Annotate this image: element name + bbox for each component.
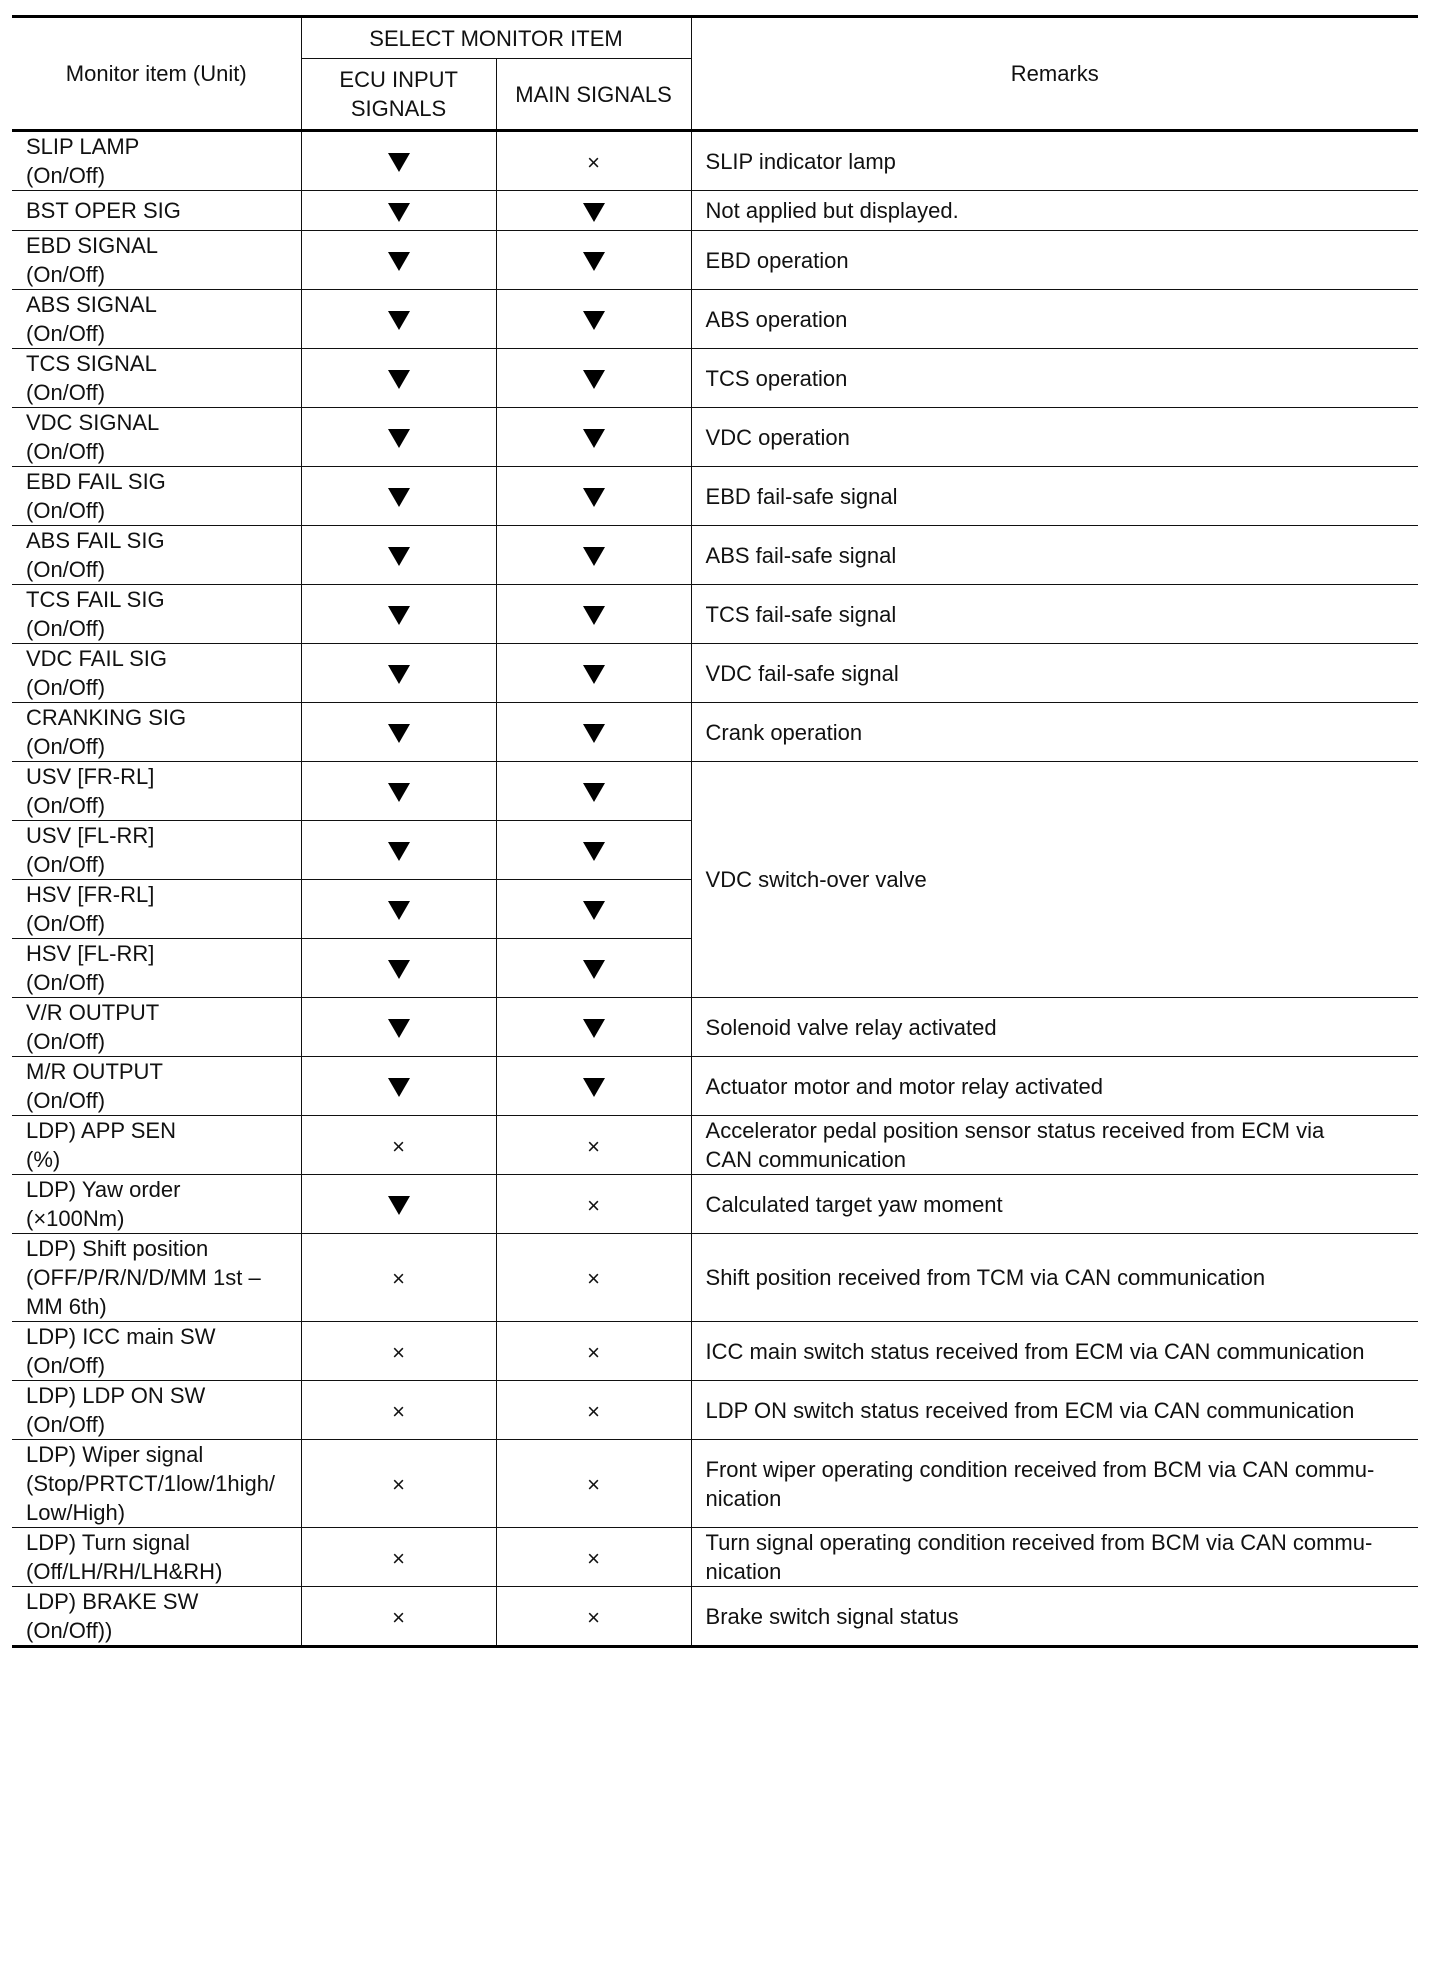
ecu-input-signals-cell — [301, 939, 496, 998]
ecu-input-signals-cell — [301, 1381, 496, 1440]
ecu-input-signals-cell — [301, 644, 496, 703]
table-row — [12, 585, 1418, 644]
monitor-item-line: (On/Off) — [26, 1412, 106, 1437]
table-row — [12, 1175, 1418, 1234]
remarks-line: ICC main switch status received from ECM via CAN communication — [705, 1338, 1365, 1364]
triangle-down-icon — [388, 203, 410, 222]
monitor-item-line: (On/Off) — [26, 498, 106, 523]
monitor-item-line: VDC SIGNAL — [26, 410, 160, 435]
monitor-item-line: (On/Off) — [26, 557, 106, 582]
remarks-line: VDC switch-over valve — [705, 867, 927, 892]
main-signals-cell — [496, 1322, 691, 1381]
remarks-cell — [691, 1528, 1418, 1587]
table-row — [12, 1381, 1418, 1440]
monitor-item-cell — [12, 1322, 301, 1381]
remarks-line: ABS fail-safe signal — [705, 542, 897, 568]
monitor-item-line: (Stop/PRTCT/1low/1high/ — [26, 1471, 276, 1496]
table-body — [12, 131, 1418, 1647]
remarks-line: TCS operation — [705, 365, 848, 391]
monitor-item-cell — [12, 998, 301, 1057]
triangle-down-icon — [388, 429, 410, 448]
ecu-input-signals-cell — [301, 821, 496, 880]
table-row — [12, 1116, 1418, 1175]
monitor-item-cell — [12, 1116, 301, 1175]
main-signals-cell — [496, 1587, 691, 1647]
table-row — [12, 1440, 1418, 1528]
triangle-down-icon — [388, 724, 410, 743]
main-signals-cell — [496, 939, 691, 998]
remarks-cell — [691, 585, 1418, 644]
remarks-cell — [691, 526, 1418, 585]
main-signals-cell — [496, 408, 691, 467]
monitor-item-cell — [12, 290, 301, 349]
table-row — [12, 191, 1418, 231]
monitor-item-line: ABS FAIL SIG — [26, 528, 165, 553]
main-signals-cell — [496, 644, 691, 703]
triangle-down-icon — [583, 960, 605, 979]
triangle-down-icon — [583, 783, 605, 802]
monitor-item-line: (On/Off) — [26, 1088, 106, 1113]
triangle-down-icon — [388, 1019, 410, 1038]
monitor-item-cell — [12, 467, 301, 526]
ecu-input-signals-cell — [301, 349, 496, 408]
ecu-input-signals-cell — [301, 585, 496, 644]
triangle-down-icon — [388, 783, 410, 802]
triangle-down-icon — [388, 960, 410, 979]
main-signals-cell — [496, 1234, 691, 1322]
monitor-item-line: (Off/LH/RH/LH&RH) — [26, 1559, 223, 1584]
monitor-item-cell — [12, 703, 301, 762]
table-row — [12, 349, 1418, 408]
main-signals-cell — [496, 526, 691, 585]
remarks-line: nication — [705, 1559, 782, 1584]
monitor-item-line: LDP) Shift position — [26, 1236, 209, 1261]
table-header — [12, 17, 1418, 131]
monitor-item-line: V/R OUTPUT — [26, 1000, 160, 1025]
monitor-item-table — [12, 15, 1418, 1648]
triangle-down-icon — [388, 665, 410, 684]
monitor-item-cell — [12, 1587, 301, 1647]
remarks-cell — [691, 1322, 1418, 1381]
remarks-cell — [691, 1057, 1418, 1116]
remarks-cell — [691, 998, 1418, 1057]
header-select-monitor-item: SELECT MONITOR ITEM — [301, 17, 691, 59]
main-signals-cell — [496, 1057, 691, 1116]
triangle-down-icon — [388, 1196, 410, 1215]
monitor-item-line: (On/Off) — [26, 970, 106, 995]
triangle-down-icon — [583, 842, 605, 861]
monitor-item-line: (On/Off) — [26, 911, 106, 936]
remarks-cell — [691, 1175, 1418, 1234]
cross-mark: × — [587, 1545, 600, 1571]
triangle-down-icon — [583, 724, 605, 743]
triangle-down-icon — [583, 429, 605, 448]
monitor-item-line: SLIP LAMP — [26, 134, 140, 159]
remarks-cell — [691, 290, 1418, 349]
ecu-input-signals-cell — [301, 762, 496, 821]
ecu-input-signals-cell — [301, 703, 496, 762]
monitor-item-cell — [12, 526, 301, 585]
monitor-item-cell — [12, 1057, 301, 1116]
main-signals-cell — [496, 1175, 691, 1234]
monitor-item-line: (On/Off) — [26, 734, 106, 759]
triangle-down-icon — [583, 203, 605, 222]
main-signals-cell — [496, 585, 691, 644]
ecu-input-signals-cell — [301, 1116, 496, 1175]
monitor-item-line: M/R OUTPUT — [26, 1059, 163, 1084]
monitor-item-cell — [12, 191, 301, 231]
main-signals-cell — [496, 231, 691, 290]
table-row — [12, 290, 1418, 349]
triangle-down-icon — [388, 547, 410, 566]
main-signals-cell — [496, 349, 691, 408]
table-row — [12, 467, 1418, 526]
table-row — [12, 131, 1418, 191]
remarks-line: Not applied but displayed. — [705, 198, 959, 223]
table-row — [12, 1234, 1418, 1322]
cross-mark: × — [587, 1266, 600, 1292]
remarks-cell — [691, 703, 1418, 762]
remarks-cell — [691, 408, 1418, 467]
monitor-item-cell — [12, 349, 301, 408]
remarks-line: ABS operation — [705, 306, 848, 332]
main-signals-cell — [496, 880, 691, 939]
header-remarks: Remarks — [691, 17, 1418, 131]
ecu-input-signals-cell — [301, 290, 496, 349]
monitor-item-line: (On/Off) — [26, 1353, 106, 1378]
monitor-item-line: LDP) ICC main SW — [26, 1324, 216, 1349]
cross-mark: × — [392, 1398, 405, 1424]
monitor-item-line: (On/Off)) — [26, 1618, 113, 1643]
triangle-down-icon — [388, 153, 410, 172]
monitor-item-line: (On/Off) — [26, 616, 106, 641]
remarks-line: Shift position received from TCM via CAN communication — [705, 1265, 1266, 1290]
main-signals-cell — [496, 1440, 691, 1528]
cross-mark: × — [392, 1604, 405, 1630]
monitor-item-line: (On/Off) — [26, 439, 106, 464]
main-signals-cell — [496, 1381, 691, 1440]
cross-mark: × — [587, 1398, 600, 1424]
remarks-line: TCS fail-safe signal — [705, 601, 897, 627]
monitor-item-line: BST OPER SIG — [26, 198, 181, 223]
monitor-item-line: USV [FR-RL] — [26, 764, 155, 789]
main-signals-cell — [496, 290, 691, 349]
monitor-item-cell — [12, 1528, 301, 1587]
remarks-line: EBD operation — [705, 247, 849, 273]
main-signals-cell — [496, 821, 691, 880]
cross-mark: × — [587, 1339, 600, 1365]
monitor-item-line: (OFF/P/R/N/D/MM 1st – — [26, 1265, 261, 1290]
monitor-item-line: (On/Off) — [26, 262, 106, 287]
remarks-cell — [691, 467, 1418, 526]
main-signals-cell — [496, 998, 691, 1057]
monitor-item-cell — [12, 880, 301, 939]
monitor-item-line: (On/Off) — [26, 675, 106, 700]
cross-mark: × — [587, 1604, 600, 1630]
monitor-item-line: EBD SIGNAL — [26, 233, 159, 258]
cross-mark: × — [392, 1339, 405, 1365]
triangle-down-icon — [388, 488, 410, 507]
remarks-cell — [691, 1381, 1418, 1440]
cross-mark: × — [392, 1545, 405, 1571]
monitor-item-line: TCS SIGNAL — [26, 351, 157, 376]
cross-mark: × — [392, 1472, 405, 1498]
triangle-down-icon — [388, 252, 410, 271]
monitor-item-line: USV [FL-RR] — [26, 823, 155, 848]
remarks-cell — [691, 131, 1418, 191]
monitor-item-line: (On/Off) — [26, 380, 106, 405]
cross-mark: × — [587, 1472, 600, 1498]
ecu-input-signals-cell — [301, 231, 496, 290]
monitor-item-cell — [12, 231, 301, 290]
triangle-down-icon — [583, 901, 605, 920]
monitor-item-line: (On/Off) — [26, 793, 106, 818]
main-signals-cell — [496, 131, 691, 191]
remarks-line: Crank operation — [705, 719, 863, 745]
remarks-cell — [691, 1587, 1418, 1647]
main-signals-cell — [496, 703, 691, 762]
remarks-line: Accelerator pedal position sensor status received from ECM via — [705, 1118, 1325, 1143]
monitor-item-line: LDP) LDP ON SW — [26, 1383, 206, 1408]
triangle-down-icon — [583, 1019, 605, 1038]
cross-mark: × — [587, 149, 600, 175]
table-row — [12, 408, 1418, 467]
monitor-item-line: LDP) BRAKE SW — [26, 1589, 199, 1614]
main-signals-cell — [496, 467, 691, 526]
table-row — [12, 998, 1418, 1057]
remarks-line: EBD fail-safe signal — [705, 483, 898, 509]
triangle-down-icon — [388, 311, 410, 330]
triangle-down-icon — [583, 488, 605, 507]
remarks-cell — [691, 349, 1418, 408]
monitor-item-line: LDP) Yaw order — [26, 1177, 181, 1202]
remarks-line: VDC operation — [705, 424, 850, 450]
monitor-item-cell — [12, 1440, 301, 1528]
ecu-input-signals-cell — [301, 880, 496, 939]
triangle-down-icon — [583, 1078, 605, 1097]
ecu-input-signals-cell — [301, 191, 496, 231]
main-signals-cell — [496, 191, 691, 231]
table-row — [12, 526, 1418, 585]
table-row — [12, 1057, 1418, 1116]
ecu-input-signals-cell — [301, 1175, 496, 1234]
monitor-item-cell — [12, 1175, 301, 1234]
remarks-line: Actuator motor and motor relay activated — [705, 1073, 1103, 1099]
monitor-item-line: VDC FAIL SIG — [26, 646, 168, 671]
remarks-cell — [691, 191, 1418, 231]
main-signals-cell — [496, 1116, 691, 1175]
monitor-item-line: HSV [FR-RL] — [26, 882, 155, 907]
triangle-down-icon — [388, 901, 410, 920]
remarks-line: Front wiper operating condition received from BCM via CAN commu- — [705, 1456, 1375, 1482]
remarks-line: VDC fail-safe signal — [705, 660, 899, 686]
triangle-down-icon — [388, 370, 410, 389]
triangle-down-icon — [388, 1078, 410, 1097]
monitor-item-line: (On/Off) — [26, 163, 106, 188]
remarks-line: SLIP indicator lamp — [705, 148, 896, 174]
monitor-item-line: (On/Off) — [26, 852, 106, 877]
remarks-cell — [691, 1234, 1418, 1322]
ecu-input-signals-cell — [301, 408, 496, 467]
monitor-item-cell — [12, 762, 301, 821]
header-main-signals: MAIN SIGNALS — [496, 59, 691, 131]
ecu-input-signals-cell — [301, 467, 496, 526]
monitor-item-cell — [12, 821, 301, 880]
remarks-cell — [691, 1440, 1418, 1528]
monitor-item-cell — [12, 408, 301, 467]
remarks-line: CAN communication — [705, 1147, 907, 1172]
ecu-input-signals-cell — [301, 1587, 496, 1647]
monitor-item-line: Low/High) — [26, 1500, 126, 1525]
cross-mark: × — [392, 1266, 405, 1292]
header-ecu-line2: SIGNALS — [350, 96, 447, 121]
monitor-item-line: LDP) APP SEN — [26, 1118, 176, 1143]
monitor-item-line: MM 6th) — [26, 1294, 107, 1319]
ecu-input-signals-cell — [301, 1528, 496, 1587]
table-row — [12, 1528, 1418, 1587]
triangle-down-icon — [583, 252, 605, 271]
remarks-line: Brake switch signal status — [705, 1603, 959, 1629]
remarks-line: nication — [705, 1485, 782, 1511]
table-row — [12, 231, 1418, 290]
header-ecu-input-signals — [301, 59, 496, 131]
triangle-down-icon — [388, 842, 410, 861]
monitor-item-line: (%) — [26, 1147, 61, 1172]
triangle-down-icon — [583, 665, 605, 684]
remarks-line: Calculated target yaw moment — [705, 1191, 1003, 1217]
monitor-item-cell — [12, 585, 301, 644]
monitor-item-line: LDP) Wiper signal — [26, 1442, 204, 1467]
monitor-item-line: CRANKING SIG — [26, 705, 187, 730]
monitor-item-cell — [12, 131, 301, 191]
ecu-input-signals-cell — [301, 526, 496, 585]
remarks-cell — [691, 231, 1418, 290]
triangle-down-icon — [583, 547, 605, 566]
table-row — [12, 703, 1418, 762]
cross-mark: × — [587, 1192, 600, 1218]
monitor-item-line: (On/Off) — [26, 321, 106, 346]
triangle-down-icon — [583, 370, 605, 389]
ecu-input-signals-cell — [301, 131, 496, 191]
remarks-line: Solenoid valve relay activated — [705, 1014, 997, 1040]
monitor-item-cell — [12, 939, 301, 998]
ecu-input-signals-cell — [301, 1440, 496, 1528]
cross-mark: × — [587, 1133, 600, 1159]
monitor-item-cell — [12, 1381, 301, 1440]
table-row — [12, 1587, 1418, 1647]
table-row — [12, 644, 1418, 703]
ecu-input-signals-cell — [301, 1057, 496, 1116]
monitor-item-line: HSV [FL-RR] — [26, 941, 155, 966]
monitor-item-cell — [12, 644, 301, 703]
ecu-input-signals-cell — [301, 998, 496, 1057]
remarks-cell — [691, 1116, 1418, 1175]
monitor-item-line: ABS SIGNAL — [26, 292, 157, 317]
triangle-down-icon — [583, 311, 605, 330]
monitor-item-line: (×100Nm) — [26, 1206, 125, 1231]
table-row — [12, 762, 1418, 821]
remarks-line: Turn signal operating condition received from BCM via CAN commu- — [705, 1530, 1373, 1555]
monitor-item-line: EBD FAIL SIG — [26, 469, 166, 494]
header-monitor-item: Monitor item (Unit) — [12, 17, 301, 131]
ecu-input-signals-cell — [301, 1234, 496, 1322]
main-signals-cell — [496, 762, 691, 821]
remarks-cell — [691, 762, 1418, 998]
header-ecu-line1: ECU INPUT — [339, 67, 458, 92]
monitor-item-cell — [12, 1234, 301, 1322]
remarks-line: LDP ON switch status received from ECM via CAN communication — [705, 1397, 1355, 1423]
ecu-input-signals-cell — [301, 1322, 496, 1381]
triangle-down-icon — [388, 606, 410, 625]
main-signals-cell — [496, 1528, 691, 1587]
table-row — [12, 1322, 1418, 1381]
monitor-item-line: LDP) Turn signal — [26, 1530, 190, 1555]
triangle-down-icon — [583, 606, 605, 625]
monitor-item-line: TCS FAIL SIG — [26, 587, 165, 612]
cross-mark: × — [392, 1133, 405, 1159]
monitor-item-line: (On/Off) — [26, 1029, 106, 1054]
remarks-cell — [691, 644, 1418, 703]
